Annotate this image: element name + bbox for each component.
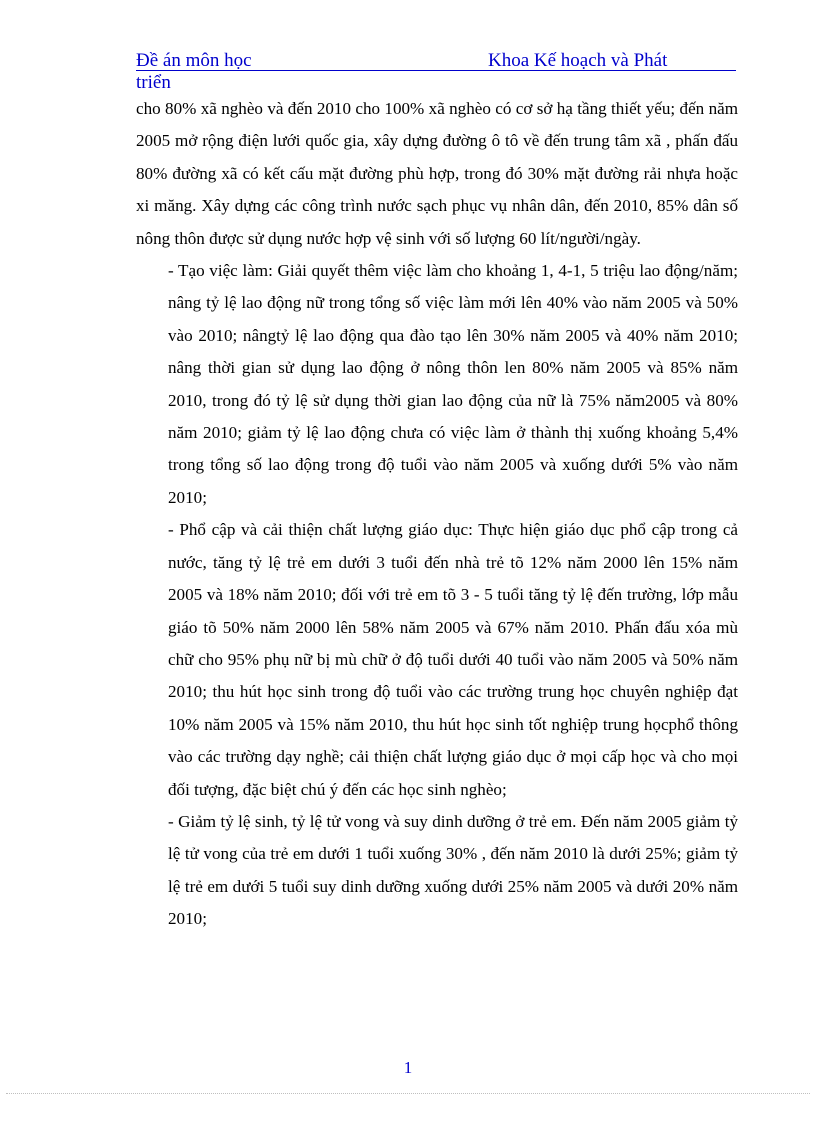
header-faculty-title-continued: triển	[136, 72, 171, 93]
page-header	[136, 50, 736, 94]
header-underline	[136, 70, 736, 71]
document-body	[136, 93, 738, 936]
bullet-education: - Phổ cập và cải thiện chất lượng giáo dục: Thực hiện giáo dục phổ cập trong cả nước, tăng tỷ lệ trẻ em dưới 3 tuổi đến nhà trẻ tõ 12% năm 2000 lên 15% năm 2005 và 18% năm 2010; đối với trẻ em tõ 3 - 5 tuổi tăng tỷ lệ đến trường, lớp mẫu giáo tõ 50% năm 2000 lên 58% năm 2005 và 67% năm 2010. Phấn đấu xóa mù chữ cho 95% phụ nữ bị mù chữ ở độ tuổi dưới 40 tuổi vào năm 2005 và 50% năm 2010; thu hút học sinh trong độ tuổi vào các trường trung học chuyên nghiệp đạt 10% năm 2005 và 15% năm 2010, thu hút học sinh tốt nghiệp trung họcphổ thông vào các trường dạy nghề; cải thiện chất lượng giáo dục ở mọi cấp học và cho mọi đối tượng, đặc biệt chú ý đến các học sinh nghèo;	[168, 520, 738, 799]
bullet-employment: - Tạo việc làm: Giải quyết thêm việc làm cho khoảng 1, 4-1, 5 triệu lao động/năm; nâng tỷ lệ lao động nữ trong tổng số việc làm mới lên 40% vào năm 2005 và 50% vào 2010; nângtỷ lệ lao động qua đào tạo lên 30% năm 2005 và 40% năm 2010; nâng thời gian sử dụng lao động ở nông thôn len 80% năm 2005 và 85% năm 2010, trong đó tỷ lệ sử dụng thời gian lao động của nữ là 75% năm2005 và 80% năm 2010; giảm tỷ lệ lao động chưa có việc làm ở thành thị xuống khoảng 5,4% trong tổng số lao động trong độ tuổi vào năm 2005 và xuống dưới 5% vào năm 2010;	[168, 261, 738, 507]
header-course-title: Đề án môn học	[136, 50, 252, 71]
header-row	[136, 50, 736, 72]
footer-divider	[6, 1093, 810, 1094]
bullet-child-health: - Giảm tỷ lệ sinh, tỷ lệ tử vong và suy dinh dưỡng ở trẻ em. Đến năm 2005 giảm tỷ lệ tử vong của trẻ em dưới 1 tuổi xuống 30% , đến năm 2010 là dưới 25%; giảm tỷ lệ trẻ em dưới 5 tuổi suy dinh dưỡng xuống dưới 25% năm 2005 và dưới 20% năm 2010;	[168, 811, 738, 929]
intro-paragraph: cho 80% xã nghèo và đến 2010 cho 100% xã nghèo có cơ sở hạ tầng thiết yếu; đến năm 2005 mở rộng điện lưới quốc gia, xây dựng đường ô tô về đến trung tâm xã , phấn đấu 80% đường xã có kết cấu mặt đường phù hợp, trong đó 30% mặt đường rải nhựa hoặc xi măng. Xây dựng các công trình nước sạch phục vụ nhân dân, đến 2010, 85% dân số nông thôn được sử dụng nước hợp vệ sinh với số lượng 60 lít/người/ngày.	[136, 99, 738, 248]
header-faculty-title: Khoa Kế hoạch và Phát	[488, 50, 668, 71]
page-number: 1	[403, 1058, 413, 1077]
